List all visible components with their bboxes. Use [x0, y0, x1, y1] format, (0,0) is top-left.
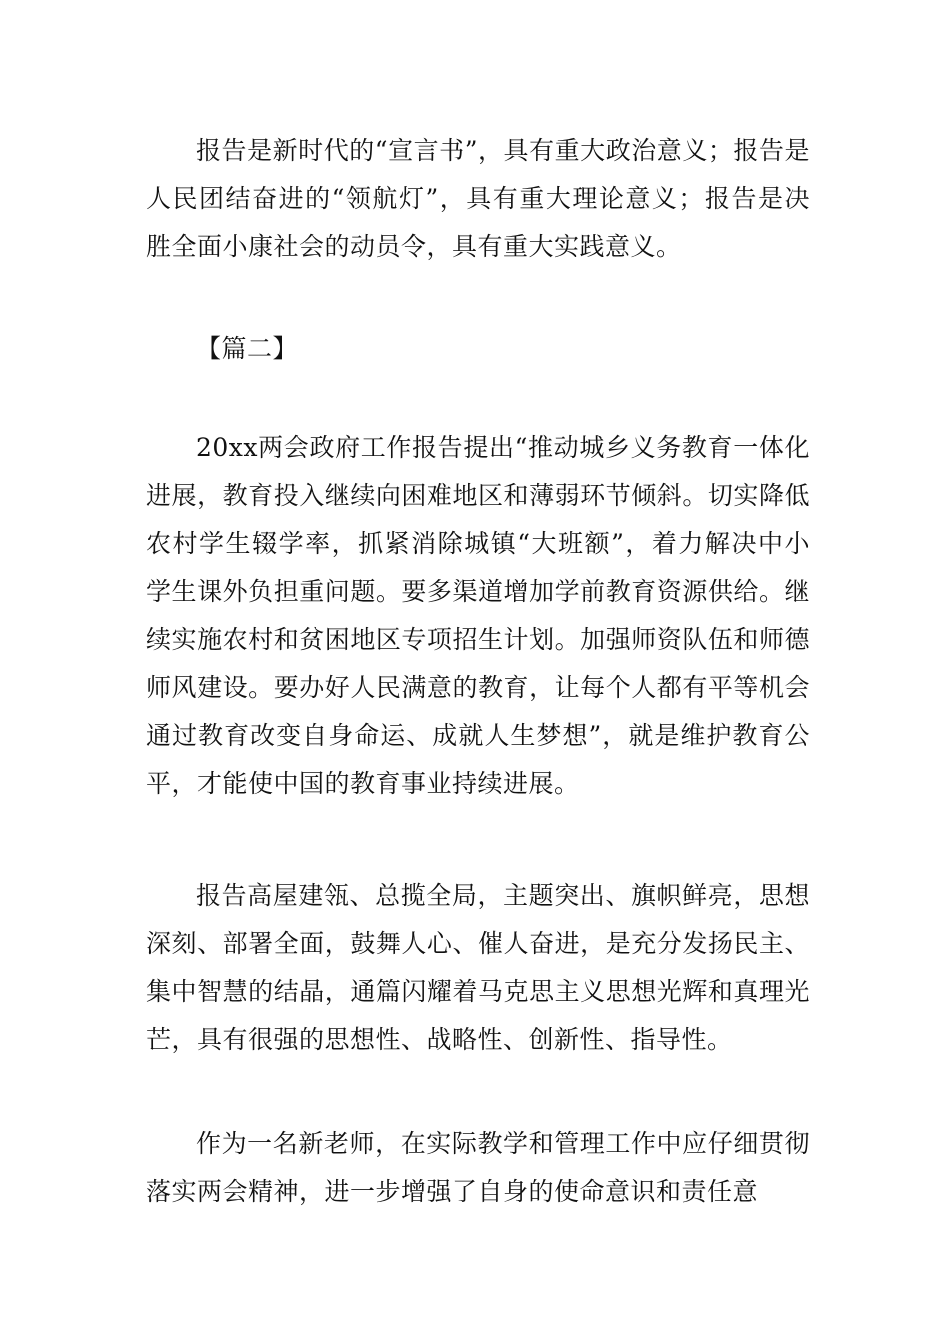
paragraph-teacher-reflection: 作为一名新老师，在实际教学和管理工作中应仔细贯彻落实两会精神，进一步增强了自身的使命意识和责任意	[146, 1129, 810, 1206]
paragraph-report-evaluation: 报告高屋建瓴、总揽全局，主题突出、旗帜鲜亮，思想深刻、部署全面，鼓舞人心、催人奋进，是充分发扬民主、集中智慧的结晶，通篇闪耀着马克思主义思想光辉和真理光芒，具有很强的思想性、战略性、创新性、指导性。	[146, 881, 810, 1054]
paragraph-report-significance: 报告是新时代的“宣言书”，具有重大政治意义；报告是人民团结奋进的“领航灯”，具有重大理论意义；报告是决胜全面小康社会的动员令，具有重大实践意义。	[146, 136, 810, 261]
section-heading: 【篇二】	[196, 334, 299, 363]
paragraph-education-policy: 20xx两会政府工作报告提出“推动城乡义务教育一体化进展，教育投入继续向困难地区和薄弱环节倾斜。切实降低农村学生辍学率，抓紧消除城镇“大班额”，着力解决中小学生课外负担重问题。要多渠道增加学前教育资源供给。继续实施农村和贫困地区专项招生计划。加强师资队伍和师德师风建设。要办好人民满意的教育，让每个人都有平等机会通过教育改变自身命运、成就人生梦想”，就是维护教育公平，才能使中国的教育事业持续进展。	[146, 433, 810, 798]
